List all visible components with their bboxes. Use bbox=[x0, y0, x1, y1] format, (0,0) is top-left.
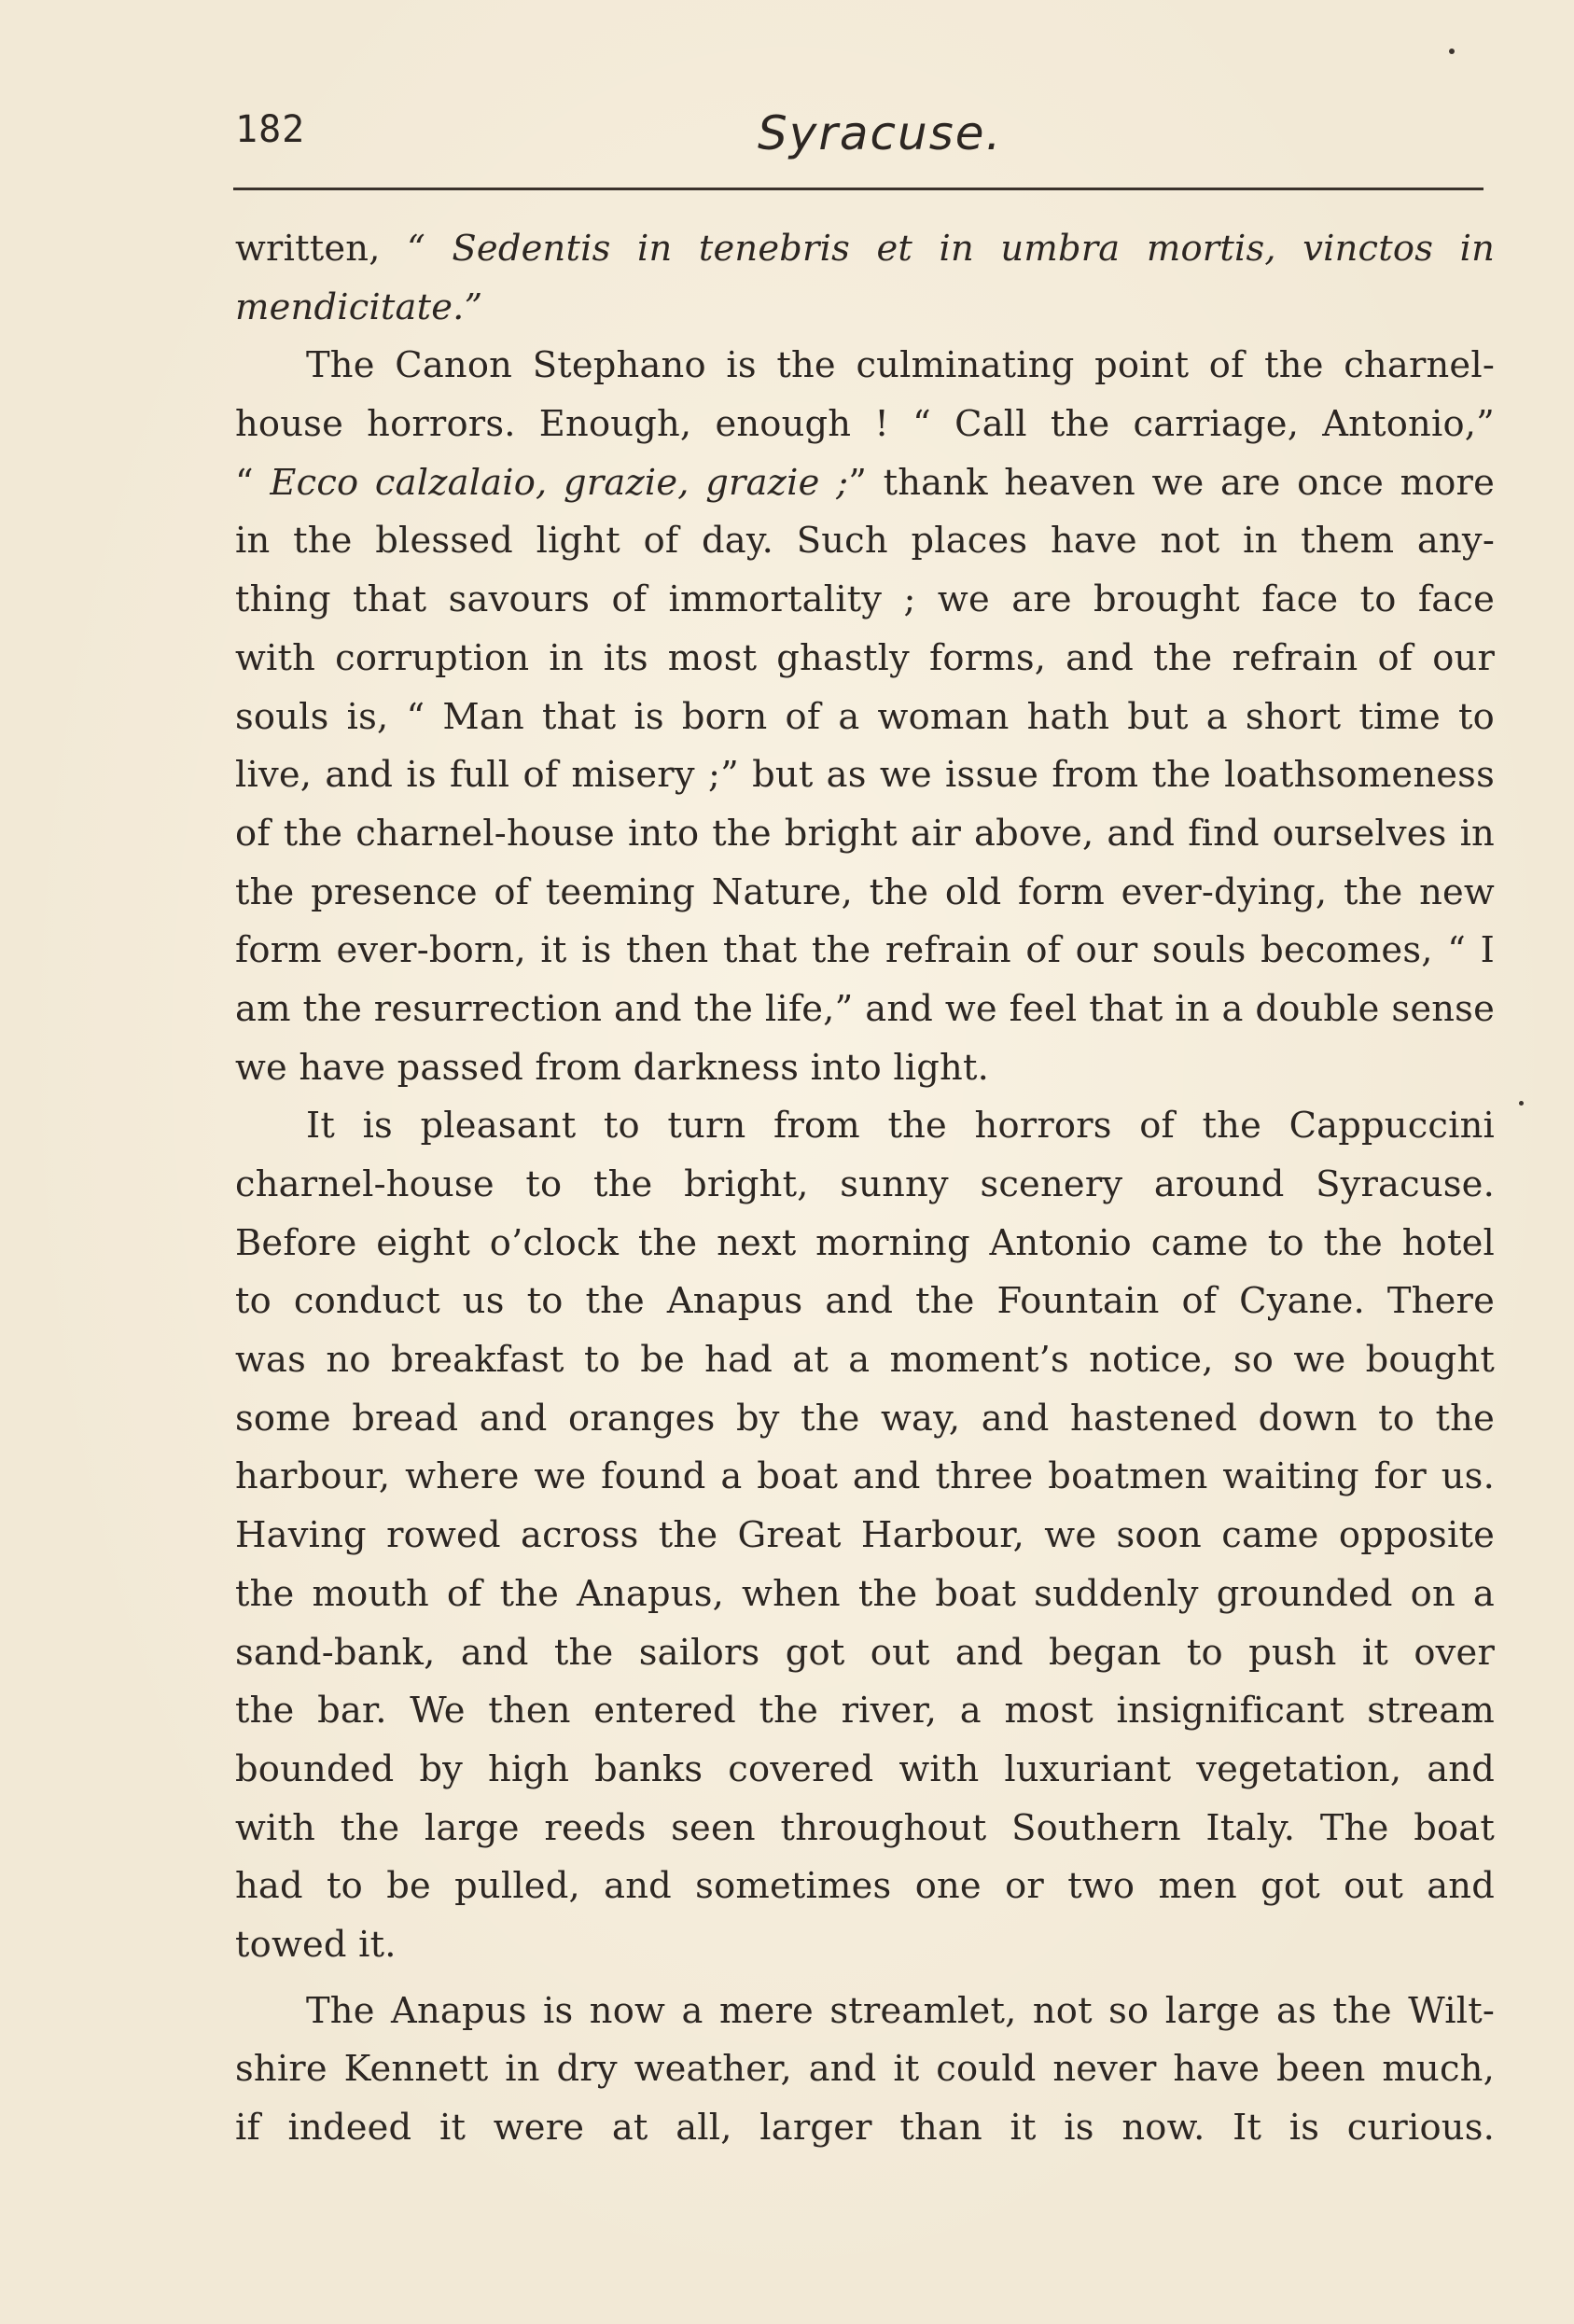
text-line bbox=[235, 220, 1495, 279]
text-run: written, bbox=[235, 228, 408, 270]
text-line bbox=[235, 279, 1495, 338]
text-run: some bread and oranges by the way, and hastened down to the bbox=[235, 1397, 1495, 1440]
text-line bbox=[235, 2040, 1495, 2099]
text-line bbox=[235, 1156, 1495, 1215]
text-run: ” thank heaven we are once more bbox=[848, 461, 1495, 504]
text-line bbox=[235, 1331, 1495, 1390]
text-run: thing that savours of immortality ; we are brought face to face bbox=[235, 578, 1495, 621]
text-run: The Anapus is now a mere streamlet, not so large as the Wilt- bbox=[306, 1989, 1495, 2032]
text-run: bounded by high banks covered with luxuriant vegetation, and bbox=[235, 1747, 1495, 1790]
text-run: live, and is full of misery ;” but as we issue from the loathsomeness bbox=[235, 754, 1495, 797]
text-line bbox=[235, 454, 1495, 513]
text-run: form ever-born, it is then that the refrain of our souls becomes, “ I bbox=[235, 929, 1495, 972]
text-run: the bar. We then entered the river, a most insignificant stream bbox=[235, 1690, 1495, 1733]
text-run: of the charnel-house into the bright air above, and find ourselves in bbox=[235, 812, 1495, 855]
text-run: “ bbox=[235, 461, 271, 504]
text-run: with corruption in its most ghastly forms, and the refrain of our bbox=[235, 636, 1495, 679]
italic-text: “ Sedentis in tenebris et in umbra mortis, vinctos in bbox=[407, 228, 1495, 270]
text-line bbox=[235, 746, 1495, 805]
running-title: Syracuse. bbox=[758, 106, 1003, 160]
text-run: harbour, where we found a boat and three boatmen waiting for us. bbox=[235, 1455, 1495, 1498]
text-line bbox=[235, 396, 1495, 454]
text-line bbox=[235, 1215, 1495, 1273]
text-run: to conduct us to the Anapus and the Fountain of Cyane. There bbox=[235, 1280, 1495, 1323]
text-run: souls is, “ Man that is born of a woman hath but a short time to bbox=[235, 695, 1495, 738]
text-run: was no breakfast to be had at a moment’s notice, so we bought bbox=[235, 1339, 1495, 1382]
text-line bbox=[235, 337, 1495, 396]
text-run: if indeed it were at all, larger than it is now. It is curious. bbox=[235, 2107, 1495, 2149]
italic-text: mendicitate.” bbox=[235, 285, 483, 328]
text-line bbox=[235, 1800, 1495, 1858]
text-line bbox=[235, 981, 1495, 1039]
text-line bbox=[235, 2099, 1495, 2158]
text-run: the presence of teeming Nature, the old form ever-dying, the new bbox=[235, 870, 1495, 913]
text-run: Having rowed across the Great Harbour, we soon came opposite bbox=[235, 1514, 1495, 1557]
text-line bbox=[235, 1097, 1495, 1156]
text-line bbox=[235, 571, 1495, 630]
text-line bbox=[235, 1682, 1495, 1741]
text-run: the mouth of the Anapus, when the boat suddenly grounded on a bbox=[235, 1572, 1495, 1615]
text-line bbox=[235, 805, 1495, 864]
ink-speck bbox=[1519, 1101, 1524, 1106]
text-run: with the large reeds seen throughout Southern Italy. The boat bbox=[235, 1806, 1495, 1849]
text-run: towed it. bbox=[235, 1923, 397, 1966]
italic-text: Ecco calzalaio, grazie, grazie ; bbox=[270, 461, 849, 504]
text-line bbox=[235, 512, 1495, 571]
text-line bbox=[235, 630, 1495, 689]
text-run: Before eight o’clock the next morning Antonio came to the hotel bbox=[235, 1221, 1495, 1264]
text-line bbox=[235, 1448, 1495, 1507]
text-run: It is pleasant to turn from the horrors of the Cappuccini bbox=[306, 1105, 1495, 1148]
text-run: in the blessed light of day. Such places have not in them any- bbox=[235, 520, 1495, 563]
text-run: shire Kennett in dry weather, and it could never have been much, bbox=[235, 2048, 1495, 2091]
text-run: am the resurrection and the life,” and we feel that in a double sense bbox=[235, 987, 1495, 1030]
body-text bbox=[235, 220, 1495, 2158]
text-line bbox=[235, 1039, 1495, 1098]
text-line bbox=[235, 1624, 1495, 1683]
text-line bbox=[235, 1507, 1495, 1566]
text-line bbox=[235, 1916, 1495, 1975]
ink-speck bbox=[1449, 49, 1455, 54]
text-line bbox=[235, 1566, 1495, 1624]
text-line bbox=[235, 1741, 1495, 1800]
text-run: sand-bank, and the sailors got out and began to push it over bbox=[235, 1631, 1495, 1674]
text-line bbox=[235, 1390, 1495, 1449]
text-run: we have passed from darkness into light. bbox=[235, 1046, 990, 1089]
page-number: 182 bbox=[235, 108, 306, 151]
text-run: charnel-house to the bright, sunny scenery around Syracuse. bbox=[235, 1163, 1495, 1205]
text-line bbox=[235, 689, 1495, 747]
text-line bbox=[235, 1983, 1495, 2041]
text-line bbox=[235, 1858, 1495, 1916]
text-line bbox=[235, 864, 1495, 923]
text-line bbox=[235, 922, 1495, 981]
running-head bbox=[235, 101, 1499, 166]
header-rule bbox=[233, 188, 1483, 190]
text-line bbox=[235, 1273, 1495, 1331]
text-run: The Canon Stephano is the culminating point of the charnel- bbox=[306, 344, 1495, 387]
text-run: house horrors. Enough, enough ! “ Call the carriage, Antonio,” bbox=[235, 403, 1495, 446]
text-run: had to be pulled, and sometimes one or two men got out and bbox=[235, 1865, 1495, 1908]
